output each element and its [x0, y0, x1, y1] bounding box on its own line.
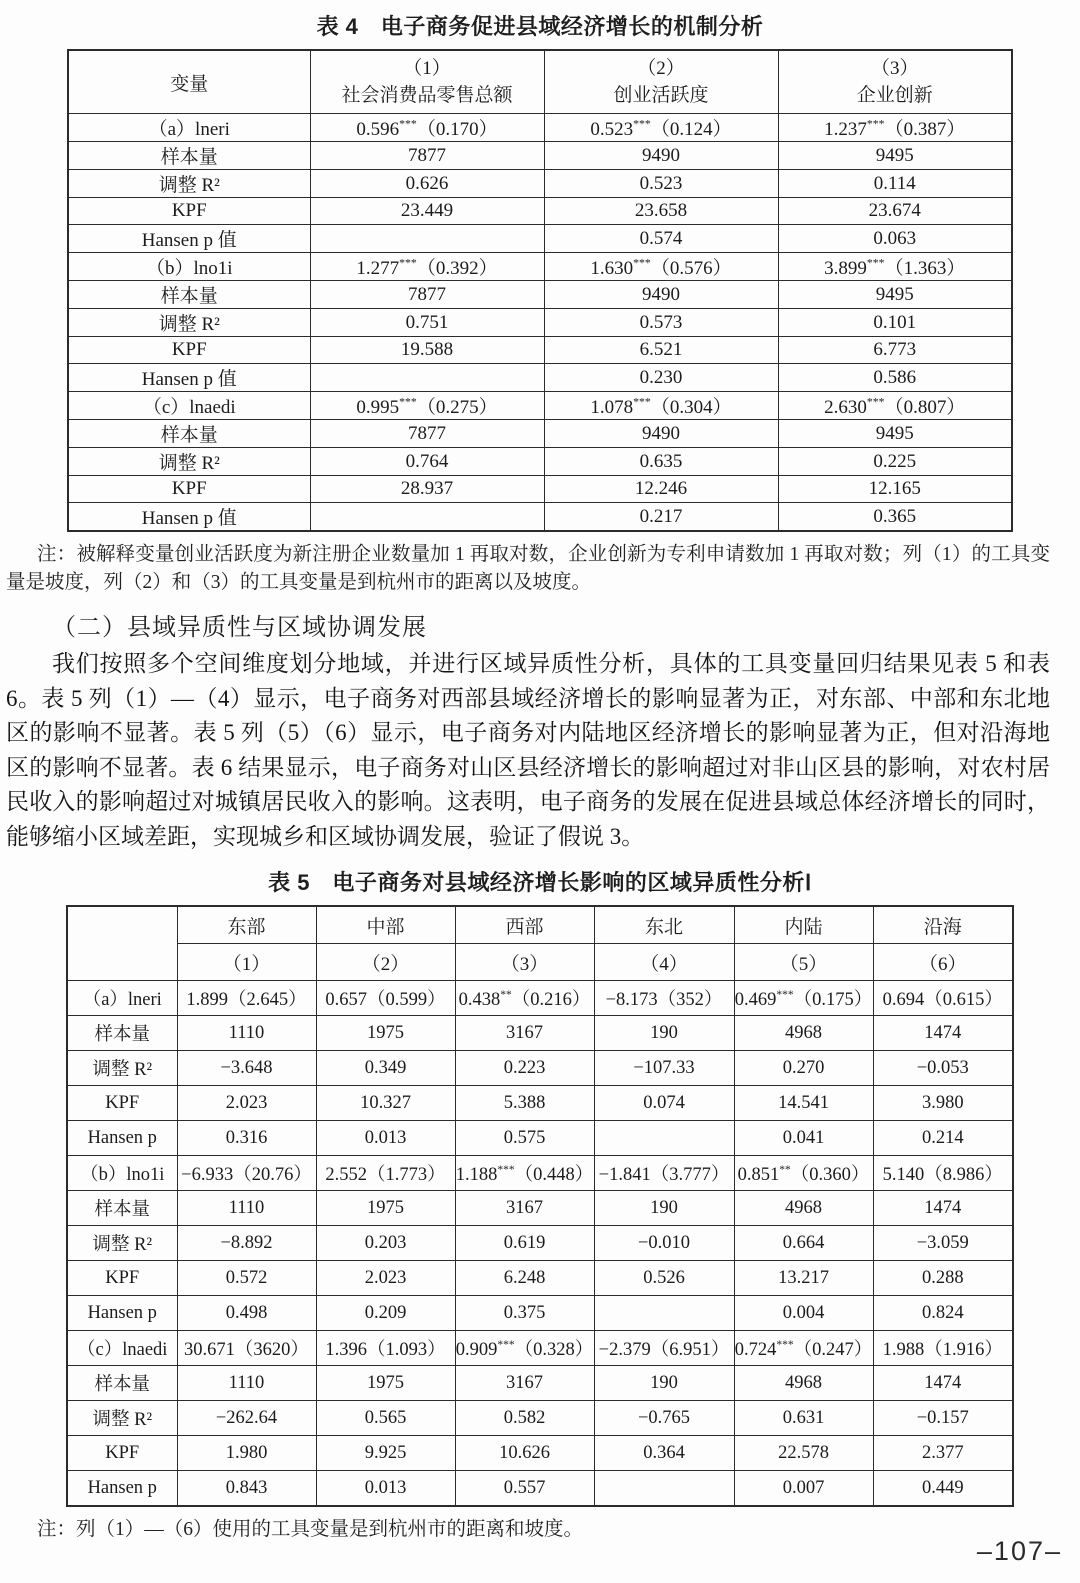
value-cell: 5.140（8.986）	[873, 1156, 1013, 1191]
row-label: Hansen p 值	[68, 225, 310, 253]
table4-variable-header: 变量	[68, 50, 310, 114]
value-cell	[310, 225, 544, 253]
row-label: KPF	[67, 1261, 177, 1296]
value-cell: −107.33	[594, 1051, 734, 1086]
region-header: 内陆	[734, 906, 873, 944]
row-label: 样本量	[68, 420, 310, 448]
table-row	[67, 1156, 1013, 1191]
value-cell: 13.217	[734, 1261, 873, 1296]
value-cell: 1474	[873, 1191, 1013, 1226]
value-cell: 0.626	[310, 170, 544, 198]
value-cell: 3.980	[873, 1086, 1013, 1121]
row-label: （b）lno1i	[68, 253, 310, 281]
value-cell: 1.988（1.916）	[873, 1331, 1013, 1366]
value-cell: 3167	[455, 1191, 594, 1226]
value-cell: 0.375	[455, 1296, 594, 1331]
value-cell: 0.469***（0.175）	[734, 981, 873, 1016]
value-cell: 0.013	[316, 1471, 455, 1507]
value-cell: 1975	[316, 1191, 455, 1226]
region-header: 中部	[316, 906, 455, 944]
value-cell: 30.671（3620）	[177, 1331, 316, 1366]
value-cell: 22.578	[734, 1436, 873, 1471]
value-cell: 0.364	[594, 1436, 734, 1471]
row-label: 样本量	[67, 1366, 177, 1401]
value-cell: 0.041	[734, 1121, 873, 1156]
value-cell: 0.843	[177, 1471, 316, 1507]
table4-header-row	[68, 50, 1012, 114]
table5-region-row	[67, 906, 1013, 944]
value-cell: 0.635	[544, 448, 778, 476]
row-label: 样本量	[68, 281, 310, 309]
value-cell: 0.565	[316, 1401, 455, 1436]
body-paragraph: 我们按照多个空间维度划分地域，并进行区域异质性分析，具体的工具变量回归结果见表 5 和表 6。表 5 列（1）—（4）显示，电子商务对西部县域经济增长的影响显著为正，对东部、中部和东北地区的影响不显著。表 5 列（5）（6）显示，电子商务对内陆地区经济增长的影响显著为正，但对沿海地区的影响不显著。表 6 结果显示，电子商务对山区县经济增长的影响超过对非山区县的影响，对农村居民收入的影响超过对城镇居民收入的影响。这表明，电子商务的发展在促进县域总体经济增长的同时，能够缩小区域差距，实现城乡和区域协调发展，验证了假说 3。	[6, 651, 1050, 849]
table4	[67, 49, 1013, 532]
table-row	[67, 1226, 1013, 1261]
value-cell	[594, 1121, 734, 1156]
value-cell: 9490	[544, 142, 778, 170]
value-cell: 1110	[177, 1016, 316, 1051]
row-label: （b）lno1i	[67, 1156, 177, 1191]
table-row	[67, 1296, 1013, 1331]
table4-note: 注：被解释变量创业活跃度为新注册企业数量加 1 再取对数，企业创新为专利申请数加 1 再取对数；列（1）的工具变量是坡度，列（2）和（3）的工具变量是到杭州市的距离以及坡度。	[6, 544, 1050, 593]
row-label: Hansen p 值	[68, 364, 310, 392]
table-row	[68, 448, 1012, 476]
row-label: KPF	[67, 1436, 177, 1471]
value-cell: 3.899***（1.363）	[778, 253, 1012, 281]
value-cell: 1.396（1.093）	[316, 1331, 455, 1366]
value-cell: 1.277***（0.392）	[310, 253, 544, 281]
value-cell: 0.074	[594, 1086, 734, 1121]
row-label: KPF	[67, 1086, 177, 1121]
value-cell: 3167	[455, 1016, 594, 1051]
value-cell: 4968	[734, 1016, 873, 1051]
value-cell: 1474	[873, 1366, 1013, 1401]
col-number-header: （6）	[873, 944, 1013, 981]
value-cell: 14.541	[734, 1086, 873, 1121]
value-cell: 9490	[544, 420, 778, 448]
value-cell: 10.327	[316, 1086, 455, 1121]
value-cell: 9495	[778, 142, 1012, 170]
table-row	[68, 198, 1012, 225]
value-cell: 0.063	[778, 225, 1012, 253]
table-row	[68, 225, 1012, 253]
row-label: Hansen p	[67, 1121, 177, 1156]
row-label: （c）lnaedi	[67, 1331, 177, 1366]
row-label: 样本量	[68, 142, 310, 170]
row-label: 调整 R²	[68, 448, 310, 476]
page-number: –107–	[976, 1536, 1062, 1566]
value-cell: −262.64	[177, 1401, 316, 1436]
table4-col3-header	[778, 50, 1012, 114]
row-label: Hansen p 值	[68, 503, 310, 532]
value-cell: 6.773	[778, 337, 1012, 364]
value-cell: 0.619	[455, 1226, 594, 1261]
value-cell: 2.377	[873, 1436, 1013, 1471]
value-cell: 23.449	[310, 198, 544, 225]
value-cell	[310, 503, 544, 532]
region-header: 东北	[594, 906, 734, 944]
col-number-header: （2）	[316, 944, 455, 981]
value-cell: 190	[594, 1016, 734, 1051]
value-cell	[594, 1296, 734, 1331]
value-cell: 0.631	[734, 1401, 873, 1436]
table-row	[68, 170, 1012, 198]
value-cell: 2.023	[177, 1086, 316, 1121]
value-cell: 0.751	[310, 309, 544, 337]
value-cell: −3.648	[177, 1051, 316, 1086]
value-cell: −0.157	[873, 1401, 1013, 1436]
table-row	[68, 114, 1012, 142]
value-cell: 1474	[873, 1016, 1013, 1051]
table-row	[68, 309, 1012, 337]
value-cell: 0.114	[778, 170, 1012, 198]
col-title: 社会消费品零售总额	[341, 85, 513, 106]
value-cell: 5.388	[455, 1086, 594, 1121]
value-cell: 7877	[310, 281, 544, 309]
value-cell: 0.851**（0.360）	[734, 1156, 873, 1191]
table4-col1-header	[310, 50, 544, 114]
row-label: KPF	[68, 476, 310, 503]
row-label: 调整 R²	[67, 1051, 177, 1086]
table4-col2-header	[544, 50, 778, 114]
value-cell: 1.899（2.645）	[177, 981, 316, 1016]
table5-caption: 表 5 电子商务对县域经济增长影响的区域异质性分析Ⅰ	[268, 870, 812, 895]
value-cell: 0.574	[544, 225, 778, 253]
value-cell: 9495	[778, 420, 1012, 448]
value-cell: 0.270	[734, 1051, 873, 1086]
value-cell: 0.438**（0.216）	[455, 981, 594, 1016]
value-cell: 3167	[455, 1366, 594, 1401]
row-label: （a）lneri	[68, 114, 310, 142]
value-cell: 190	[594, 1366, 734, 1401]
value-cell: −0.010	[594, 1226, 734, 1261]
value-cell: 0.214	[873, 1121, 1013, 1156]
value-cell: 1.630***（0.576）	[544, 253, 778, 281]
value-cell: 28.937	[310, 476, 544, 503]
section-heading: （二）县域异质性与区域协调发展	[52, 615, 427, 641]
value-cell: 0.230	[544, 364, 778, 392]
value-cell: 9.925	[316, 1436, 455, 1471]
table-row	[67, 1471, 1013, 1507]
col-title: 创业活跃度	[613, 85, 709, 106]
value-cell: 1975	[316, 1366, 455, 1401]
value-cell: 0.288	[873, 1261, 1013, 1296]
value-cell: 0.007	[734, 1471, 873, 1507]
table-row	[68, 253, 1012, 281]
value-cell: 10.626	[455, 1436, 594, 1471]
col-number-header: （4）	[594, 944, 734, 981]
table-row	[68, 420, 1012, 448]
row-label: KPF	[68, 198, 310, 225]
value-cell: 0.824	[873, 1296, 1013, 1331]
table-row	[67, 981, 1013, 1016]
region-header: 沿海	[873, 906, 1013, 944]
value-cell: 0.575	[455, 1121, 594, 1156]
value-cell: 0.573	[544, 309, 778, 337]
value-cell: 0.526	[594, 1261, 734, 1296]
value-cell: 2.023	[316, 1261, 455, 1296]
row-label: 调整 R²	[68, 309, 310, 337]
value-cell: 0.013	[316, 1121, 455, 1156]
row-label: Hansen p	[67, 1471, 177, 1507]
col-number-header: （1）	[177, 944, 316, 981]
value-cell: 1.078***（0.304）	[544, 392, 778, 420]
value-cell: 23.674	[778, 198, 1012, 225]
table-row	[68, 364, 1012, 392]
value-cell: −8.173（352）	[594, 981, 734, 1016]
value-cell: 9495	[778, 281, 1012, 309]
value-cell: 1975	[316, 1016, 455, 1051]
value-cell: 1.188***（0.448）	[455, 1156, 594, 1191]
table-row	[67, 1086, 1013, 1121]
value-cell: 0.664	[734, 1226, 873, 1261]
table-row	[67, 1401, 1013, 1436]
value-cell: −1.841（3.777）	[594, 1156, 734, 1191]
table-row	[68, 142, 1012, 170]
value-cell: 0.316	[177, 1121, 316, 1156]
table-row	[67, 1436, 1013, 1471]
table-row	[67, 1191, 1013, 1226]
value-cell: 190	[594, 1191, 734, 1226]
row-label: 样本量	[67, 1016, 177, 1051]
row-label: 调整 R²	[67, 1401, 177, 1436]
row-label: 调整 R²	[68, 170, 310, 198]
value-cell: 0.724***（0.247）	[734, 1331, 873, 1366]
value-cell: 0.995***（0.275）	[310, 392, 544, 420]
value-cell: 0.101	[778, 309, 1012, 337]
value-cell: 0.225	[778, 448, 1012, 476]
value-cell: 0.523	[544, 170, 778, 198]
value-cell: 2.630***（0.807）	[778, 392, 1012, 420]
value-cell: 0.764	[310, 448, 544, 476]
region-header: 西部	[455, 906, 594, 944]
value-cell: 6.521	[544, 337, 778, 364]
col-number: （3）	[870, 58, 919, 79]
value-cell: 0.449	[873, 1471, 1013, 1507]
value-cell: 4968	[734, 1366, 873, 1401]
value-cell: 0.586	[778, 364, 1012, 392]
value-cell: 12.246	[544, 476, 778, 503]
value-cell: 0.909***（0.328）	[455, 1331, 594, 1366]
value-cell: 2.552（1.773）	[316, 1156, 455, 1191]
row-label: （c）lnaedi	[68, 392, 310, 420]
value-cell: −0.765	[594, 1401, 734, 1436]
value-cell: 7877	[310, 420, 544, 448]
value-cell: 7877	[310, 142, 544, 170]
table-row	[67, 1016, 1013, 1051]
value-cell	[310, 364, 544, 392]
col-number: （2）	[637, 58, 685, 79]
col-title: 企业创新	[856, 85, 933, 106]
value-cell: 0.203	[316, 1226, 455, 1261]
table5-empty-header-cell	[67, 906, 177, 981]
table-row	[67, 1261, 1013, 1296]
value-cell: 12.165	[778, 476, 1012, 503]
value-cell: 1.237***（0.387）	[778, 114, 1012, 142]
table-row	[68, 281, 1012, 309]
value-cell	[594, 1471, 734, 1507]
value-cell: 0.223	[455, 1051, 594, 1086]
col-number-header: （5）	[734, 944, 873, 981]
value-cell: 0.523***（0.124）	[544, 114, 778, 142]
value-cell: −8.892	[177, 1226, 316, 1261]
value-cell: 9490	[544, 281, 778, 309]
value-cell: 1110	[177, 1366, 316, 1401]
table-row	[67, 1366, 1013, 1401]
value-cell: 0.209	[316, 1296, 455, 1331]
value-cell: −6.933（20.76）	[177, 1156, 316, 1191]
value-cell: 19.588	[310, 337, 544, 364]
value-cell: 0.596***（0.170）	[310, 114, 544, 142]
table-row	[68, 392, 1012, 420]
region-header: 东部	[177, 906, 316, 944]
value-cell: 1.980	[177, 1436, 316, 1471]
row-label: 样本量	[67, 1191, 177, 1226]
row-label: KPF	[68, 337, 310, 364]
value-cell: 0.582	[455, 1401, 594, 1436]
table-row	[68, 503, 1012, 532]
value-cell: 0.349	[316, 1051, 455, 1086]
table4-caption: 表 4 电子商务促进县域经济增长的机制分析	[316, 14, 764, 39]
value-cell: 0.004	[734, 1296, 873, 1331]
value-cell: 0.572	[177, 1261, 316, 1296]
col-number: （1）	[403, 58, 451, 79]
value-cell: 0.365	[778, 503, 1012, 532]
value-cell: −2.379（6.951）	[594, 1331, 734, 1366]
table5	[66, 905, 1014, 1507]
value-cell: −0.053	[873, 1051, 1013, 1086]
table5-colnum-row	[67, 944, 1013, 981]
row-label: （a）lneri	[67, 981, 177, 1016]
table-row	[67, 1331, 1013, 1366]
value-cell: 6.248	[455, 1261, 594, 1296]
row-label: Hansen p	[67, 1296, 177, 1331]
col-number-header: （3）	[455, 944, 594, 981]
value-cell: 0.694（0.615）	[873, 981, 1013, 1016]
row-label: 调整 R²	[67, 1226, 177, 1261]
value-cell: 0.557	[455, 1471, 594, 1507]
table-row	[68, 476, 1012, 503]
table5-note: 注：列（1）—（6）使用的工具变量是到杭州市的距离和坡度。	[37, 1519, 584, 1540]
value-cell: −3.059	[873, 1226, 1013, 1261]
value-cell: 0.498	[177, 1296, 316, 1331]
value-cell: 4968	[734, 1191, 873, 1226]
value-cell: 23.658	[544, 198, 778, 225]
value-cell: 0.657（0.599）	[316, 981, 455, 1016]
table-row	[67, 1051, 1013, 1086]
table-row	[68, 337, 1012, 364]
value-cell: 0.217	[544, 503, 778, 532]
table-row	[67, 1121, 1013, 1156]
value-cell: 1110	[177, 1191, 316, 1226]
